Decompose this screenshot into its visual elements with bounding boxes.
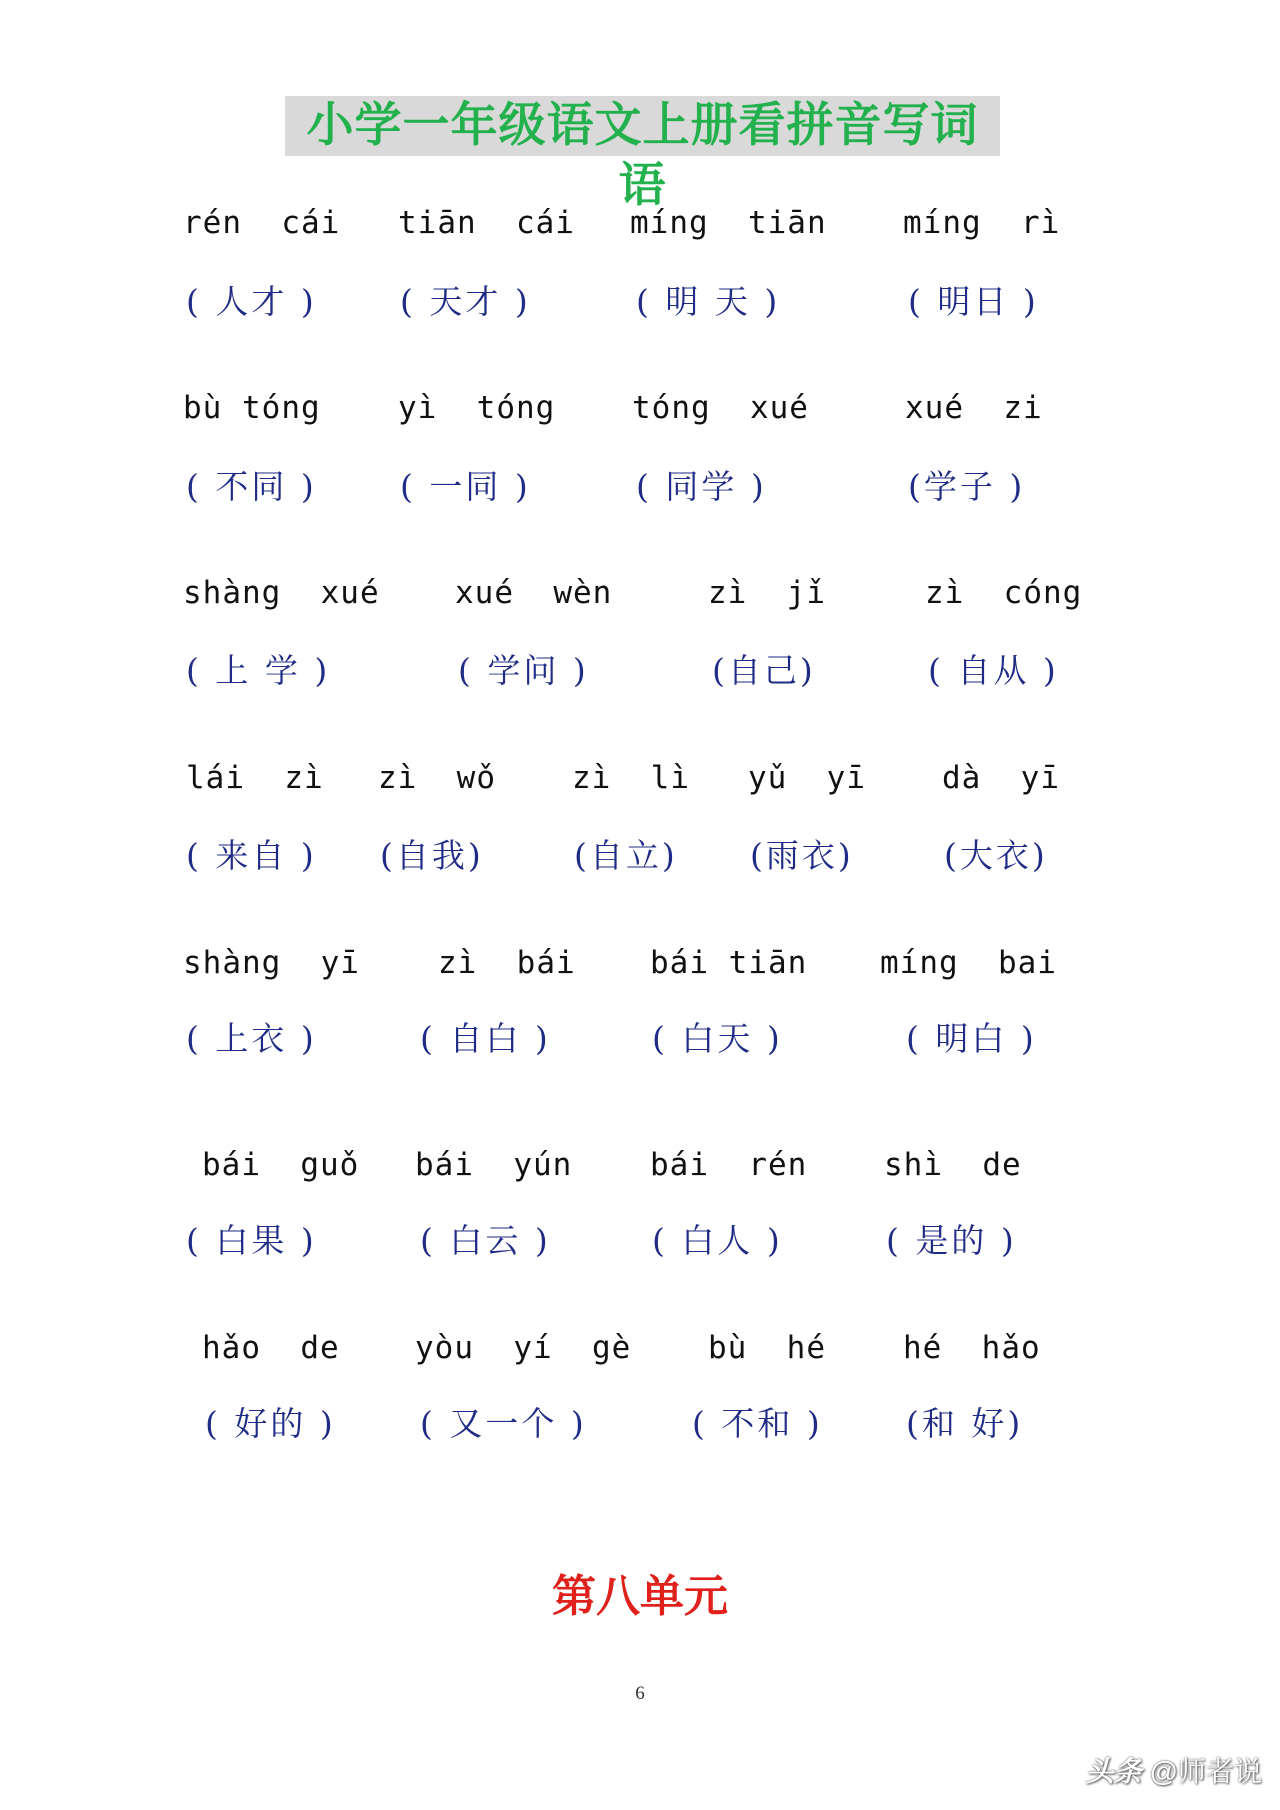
pinyin-item: bái rén	[650, 1147, 808, 1183]
pinyin-item: bù hé	[708, 1330, 826, 1366]
word-answer: (自立)	[574, 836, 678, 875]
word-answer: ( 又一个 )	[420, 1404, 587, 1443]
pinyin-item: míng tiān	[630, 205, 827, 241]
pinyin-item: zì bái	[438, 945, 576, 981]
word-answer: ( 白天 )	[652, 1019, 783, 1058]
word-answer: (和 好)	[906, 1404, 1024, 1443]
pinyin-item: xué zi	[905, 390, 1043, 426]
pinyin-item: bù tóng	[183, 390, 321, 426]
page-number: 6	[635, 1683, 645, 1704]
pinyin-item: hé hǎo	[903, 1330, 1041, 1366]
word-answer: ( 自白 )	[420, 1019, 551, 1058]
pinyin-item: tiān cái	[398, 205, 575, 241]
word-answer: ( 好的 )	[205, 1404, 336, 1443]
word-answer: ( 上 学 )	[186, 651, 331, 690]
pinyin-item: bái tiān	[650, 945, 808, 981]
word-answer: ( 是的 )	[886, 1221, 1017, 1260]
pinyin-item: yòu yí gè	[415, 1330, 632, 1366]
word-answer: ( 白云 )	[420, 1221, 551, 1260]
pinyin-item: xué wèn	[455, 575, 613, 611]
pinyin-item: lái zì	[186, 760, 324, 796]
word-answer: ( 上衣 )	[186, 1019, 317, 1058]
word-answer: ( 来自 )	[186, 836, 317, 875]
watermark	[1086, 1750, 1262, 1790]
word-answer: (学子 )	[908, 467, 1026, 506]
pinyin-item: shàng xué	[183, 575, 380, 611]
pinyin-item: tóng xué	[632, 390, 809, 426]
word-answer: ( 不同 )	[186, 467, 317, 506]
pinyin-item: hǎo de	[202, 1330, 340, 1366]
word-answer: ( 一同 )	[400, 467, 531, 506]
word-answer: ( 人才 )	[186, 282, 317, 321]
word-answer: (自己)	[712, 651, 816, 690]
word-answer: (大衣)	[944, 836, 1048, 875]
pinyin-item: míng rì	[903, 205, 1061, 241]
word-answer: ( 同学 )	[636, 467, 767, 506]
pinyin-item: rén cái	[183, 205, 341, 241]
word-answer: ( 白人 )	[652, 1221, 783, 1260]
word-answer: ( 明日 )	[908, 282, 1039, 321]
unit-heading: 第八单元	[552, 1571, 728, 1622]
word-answer: ( 天才 )	[400, 282, 531, 321]
pinyin-item: yì tóng	[398, 390, 556, 426]
pinyin-item: shàng yī	[183, 945, 360, 981]
pinyin-item: yǔ yī	[748, 760, 866, 796]
word-answer: (雨衣)	[750, 836, 854, 875]
pinyin-item: dà yī	[942, 760, 1060, 796]
watermark-brand: 头条	[1085, 1756, 1142, 1787]
watermark-handle: @师者说	[1149, 1756, 1262, 1787]
pinyin-item: zì jǐ	[708, 575, 826, 611]
word-answer: (自我)	[380, 836, 484, 875]
pinyin-item: shì de	[884, 1147, 1022, 1183]
word-answer: ( 学问 )	[458, 651, 589, 690]
word-answer: ( 不和 )	[692, 1404, 823, 1443]
pinyin-item: míng bai	[880, 945, 1057, 981]
word-answer: ( 明 天 )	[636, 282, 781, 321]
pinyin-item: bái yún	[415, 1147, 573, 1183]
pinyin-item: bái guǒ	[202, 1147, 360, 1183]
pinyin-item: zì cóng	[925, 575, 1083, 611]
word-answer: ( 明白 )	[906, 1019, 1037, 1058]
word-answer: ( 白果 )	[186, 1221, 317, 1260]
word-answer: ( 自从 )	[928, 651, 1059, 690]
pinyin-item: zì wǒ	[378, 760, 496, 796]
page-title: 小学一年级语文上册看拼音写词语	[285, 96, 1000, 156]
pinyin-item: zì lì	[572, 760, 690, 796]
